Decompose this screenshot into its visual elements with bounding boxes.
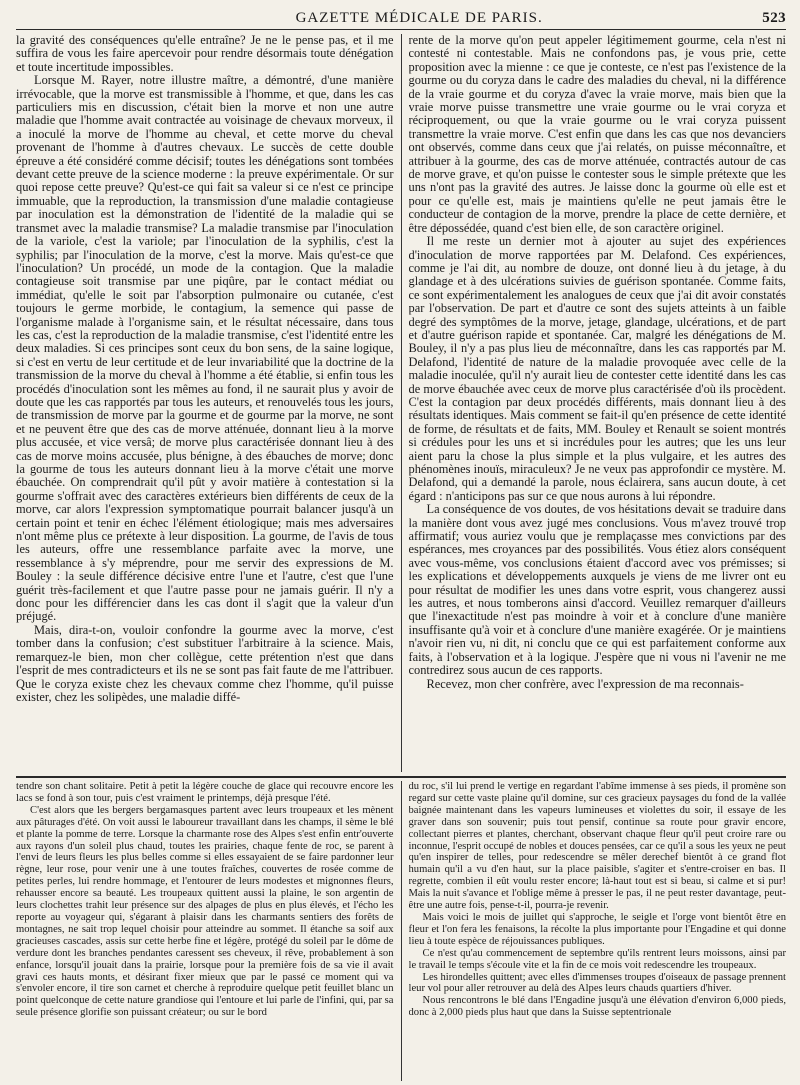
paragraph: la gravité des conséquences qu'elle entraîne? Je ne le pense pas, et il me suffira de vous les faire apercevoir pour rendre désormais toute dénégation et toute incertitude impossibles.	[16, 34, 394, 74]
paragraph: Recevez, mon cher confrère, avec l'expression de ma reconnais-	[426, 676, 744, 691]
paragraph: C'est alors que les bergers bergamasques partent avec leurs troupeaux et les mènent aux pâturages d'été. On voit aussi le laboureur travaillant dans les champs, il sème le blé et plante la pomme de terre. Lorsque la charmante rose des Alpes s'est enfin entr'ouverte aux rayons d'un soleil plus chaud, toutes les prairies, chaque fente de roc, se parent à l'envi de leurs fleurs les plus belles comme si elles essayaient de se faire pardonner leur règne, leur rose, pour venir une à une toutes fraîches, couvertes de rosée comme de petites perles, lui rendre hommage, et l'entourer de leurs modestes et mignonnes fleurs, rehausser encore sa beauté. Les troupeaux quittent aussi la plaine, le son argentin de leurs clochettes trahit leur présence sur des alpages de plus en plus élevés, et l'écho les reporte au voyageur qui, s'égarant à plaisir dans les charmants sentiers des forêts de montagnes, ne sait trop lequel choisir pour atteindre au sommet. Il étanche sa soif aux gracieuses cascades, assis sur cette herbe fine et légère, protégé du soleil par le dôme de verdure dont les branches pendantes caressent ses cheveux, il rêve, probablement à son enfance, lorsqu'il jouait dans la prairie, lorsque pour la première fois de sa vie il avait gravi ces hauts monts, et désirant fixer mieux que par le passé ce moment qui va s'envoler encore, il tire son carnet et cherche à reproduire quelque petit feuillet blanc un point quelconque de cette nature grandiose qui l'entoure et lui parle de l'infini, qui, par sa seule présence glorifie son puissant créateur; ou sur le bord	[16, 804, 394, 1019]
paragraph: Mais, dira-t-on, vouloir confondre la gourme avec la morve, c'est tomber dans la confusion; c'est substituer l'arbitraire à la science. Mais, remarquez-le bien, mon cher collègue, cette prétention n'est que dans l'esprit de mes contradicteurs et ils ne se sont pas fait faute de me l'attribuer. Que le coryza existe chez les chevaux comme chez l'homme, qu'il puisse exister, chez les solipèdes, une maladie diffé-	[16, 622, 394, 704]
feuilleton-column-right	[409, 781, 787, 1081]
article-column-right	[409, 34, 787, 772]
article-section	[16, 34, 786, 772]
paragraph: Il me reste un dernier mot à ajouter au sujet des expériences d'inoculation de morve rapportées par M. Delafond. Ces expériences, comme je l'ai dit, au nombre de douze, ont donné lieu à du jetage, à du glandage et à des ulcérations suivies de guérison spontanée. Comme faits, ce sont expérimentalement les analogues de ceux que j'ai dit avoir constatés par l'observation. De part et d'autre ce sont des sujets atteints à un faible degré des symptômes de la morve, jetage, glandage, ulcérations, et de part et d'autre guérison rapide et spontanée. Car, malgré les dénégations de M. Bouley, il n'y a pas plus lieu de méconnaître, dans les cas rapportés par M. Delafond, l'identité de nature de la maladie provoquée avec celle de la maladie inoculée, qu'il n'y aurait lieu de contester cette identité dans les cas de morve ébauchée avec ceux de morve plus caractérisée d'où ils procèdent. C'est la contagion par deux procédés différents, mais donnant lieu à des résultats identiques. Mais comment se fait-il qu'en présence de cette identité de forme, de résultats et de faits, MM. Bouley et Renault se soient montrés si crédules pour les uns et si incrédules pour les autres; que les uns leur aient paru la chose la plus simple et la plus vulgaire, et les autres des phénomènes inouïs, miraculeux? Je ne veux pas approfondir ce mystère. M. Delafond, qui a demandé la parole, nous éclairera, sans aucun doute, à cet égard : n'anticipons pas sur ce que nous aurons à lui répondre.	[408, 234, 786, 503]
column-divider	[401, 34, 402, 772]
column-divider	[401, 781, 402, 1081]
paragraph: Mais voici le mois de juillet qui s'approche, le seigle et l'orge vont bientôt être en fleur et l'on fera les fenaisons, la récolte la plus importante pour l'Engadine et qui donne lieu à toute espèce de réjouissances publiques.	[408, 911, 786, 947]
page-number: 523	[762, 10, 786, 26]
paragraph: rente de la morve qu'on peut appeler légitimement gourme, cela n'est ni contesté ni contestable. Mais ne confondons pas, je vous prie, cette proposition avec la mienne : ce que je conteste, ce n'est pas l'existence de la gourme ou du coryza dans le cadre des maladies du cheval, ni la différence de la vraie gourme et du coryza d'avec la vraie morve, mais bien que la vraie morve puisse transmettre une vraie gourme ou le vrai coryza et réciproquement, ou que la vraie gourme ou le vrai coryza puissent transmettre la vraie morve. C'est enfin que dans les cas que nos devanciers ont observés, comme dans ceux que j'ai relatés, on puisse méconnaître, et attribuer à la gourme, des cas de morve atténuée, contractés autour de cas de morve grave, et qu'on puisse le contester sous le simple prétexte que les uns n'ont pas la gravité des autres. Je laisse donc la gourme où elle est et pour ce qu'elle est, mais je maintiens qu'elle ne peut jamais être le conducteur de contagion de la morve, prendre la place de cette dernière, et être dépossédée, quand c'est bien elle, de son caractère originel.	[408, 34, 786, 235]
paragraph: Les hirondelles quittent; avec elles d'immenses troupes d'oiseaux de passage prennent leur vol pour aller retrouver au delà des Alpes leurs chauds quartiers d'hiver.	[408, 971, 786, 995]
feuilleton-section	[16, 781, 786, 1081]
paragraph: Ce n'est qu'au commencement de septembre qu'ils rentrent leurs moissons, ainsi par le travail le temps s'écoule vite et la fin de ce mois voit redescendre les troupeaux.	[408, 947, 786, 971]
paragraph: du roc, s'il lui prend le vertige en regardant l'abîme immense à ses pieds, il promène son regard sur cette vaste plaine qu'il domine, sur ces gracieux paysages du fond de la vallée baignée maintenant dans les vapeurs lumineuses et violettes du soir, il essaye de les graver dans son souvenir; puis tout pensif, continue sa route pour gravir encore, collectant pierres et plantes, cherchant, observant chaque fleur qu'il peut croire rare ou inconnue, l'esprit occupé de nobles et douces pensées, car ce qu'il a sous les yeux ne peut qu'en inspirer de telles, pour redescendre se mêler derechef bientôt à ce grand flot humain qu'il a vu d'en haut, sur la place paisible, s'agiter et s'entre-croiser en bas. Il regrette, combien il eût voulu rester encore; là-haut tout est si beau, si calme et si pur! Mais la nuit s'avance et l'oblige même à presser le pas, il ne peut rester davantage, peut-être une autre fois, pense-t-il, pourra-je revenir.	[408, 781, 786, 912]
paragraph: Nous rencontrons le blé dans l'Engadine jusqu'à une élévation d'environ 6,000 pieds, donc à 2,000 pieds plus haut que dans la Suisse septentrionale	[408, 995, 786, 1019]
paragraph: tendre son chant solitaire. Petit à petit la légère couche de glace qui recouvre encore les lacs se fond à son tour, puis c'est vraiment le printemps, déjà presque l'été.	[16, 781, 394, 804]
feuilleton-column-left	[16, 781, 394, 1081]
feuilleton-divider	[16, 776, 786, 778]
paragraph: Lorsque M. Rayer, notre illustre maître, a démontré, d'une manière irrévocable, que la morve est transmissible à l'homme, et que, dans les cas particuliers mis en discussion, c'était bien la morve et non une autre maladie que l'homme avait contractée au voisinage de chevaux morveux, il a inoculé la morve de l'homme au cheval, et cette morve du cheval provenant de l'homme à d'autres chevaux. Le succès de cette double épreuve a été considéré comme décisif; toutes les dénégations sont tombées devant cette preuve de la science moderne : la preuve expérimentale. Or sur quoi repose cette preuve? Qu'est-ce qui fait sa valeur si ce n'est ce principe immuable, que la reproduction, la transmission d'une maladie contagieuse par inoculation est la démonstration de l'identité de la maladie qui se transmet avec la maladie transmise? La maladie transmise par l'inoculation de la variole, c'est la variole; par l'inoculation de la syphilis, c'est la syphilis; par l'inoculation de la morve, c'est la morve. Mais qu'est-ce que l'inoculation? Un procédé, un mode de la contagion. Que la maladie contagieuse soit transmise par une piqûre, par le contact médiat ou immédiat, qu'elle le soit par l'absorption pulmonaire ou cutanée, c'est toujours le germe morbide, le contagium, la semence qui passe de l'organisme malade à l'organisme sain, et le résultat nécessaire, dans tous les cas, c'est la reproduction de la maladie transmise, c'est l'identité entre les deux maladies. Si ces principes sont ceux du bon sens, de la saine logique, si c'est en vertu de leur certitude et de leur invariabilité que la doctrine de la transmission de la morve du cheval à l'homme a été établie, si enfin tous les procédés d'inoculation sont les mêmes au fond, il ne saurait plus y avoir de doute que les cas rapportés par tous les auteurs, et renouvelés tous les jours, de transmission de morve par la gourme et de gourme par la morve, ne sont et ne peuvent être que des cas de morve atténuée, donnant lieu à la morve plus accusée, et vice versâ; de morve plus caractérisée donnant lieu à des cas de morve moins accusée, plus bénigne, à des ébauches de morve; donc la gourme de tous les auteurs donnant lieu à la morve c'était une morve ébauchée. On comprendrait qu'il pût y avoir matière à contestation si la gourme s'offrait avec des caractères extérieurs bien différents de ceux de la morve, car alors l'expression symptomatique pourrait balancer jusqu'à un certain point et tenir en échec l'élément étiologique; mais mes adversaires n'ont même plus ce prétexte à leur disposition. La gourme, de l'avis de tous les auteurs, offre une ressemblance parfaite avec la morve, une ressemblance à s'y méprendre, pour me servir des expressions de M. Bouley : la seule différence décisive entre l'une et l'autre, c'est que l'une guérit très-facilement et que l'autre passe pour ne jamais guérir. Il n'y a donc pour les différencier dans les cas dont il s'agit que la valeur d'un préjugé.	[16, 73, 394, 624]
journal-title: GAZETTE MÉDICALE DE PARIS.	[295, 10, 543, 26]
article-column-left	[16, 34, 394, 772]
page-header	[16, 0, 786, 30]
paragraph: La conséquence de vos doutes, de vos hésitations devait se traduire dans la manière dont vous avez jugé mes conclusions. Vous m'avez trouvé trop affirmatif; vous auriez voulu que je remplaçasse mes convictions par des espérances, mes croyances par des possibilités. Vous étiez alors conséquent avec vous-même, vos conclusions étaient d'accord avec vos prémisses; si les explications et développements auxquels je viens de me livrer ont eu pour résultat de modifier les unes dans votre esprit, vous changerez aussi les autres, et nous tomberons ainsi d'accord. Veuillez remarquer d'ailleurs que l'inexactitude n'est pas moindre à voir et à conclure d'une manière insuffisante qu'à voir et à conclure d'une manière exagérée. Or je maintiens n'avoir rien vu, ni dit, ni conclu que ce qui est parfaitement conforme aux faits, à l'observation et à la logique. J'espère que ni vous ni l'avenir ne me contredirez sous aucun de ces rapports.	[408, 502, 786, 678]
